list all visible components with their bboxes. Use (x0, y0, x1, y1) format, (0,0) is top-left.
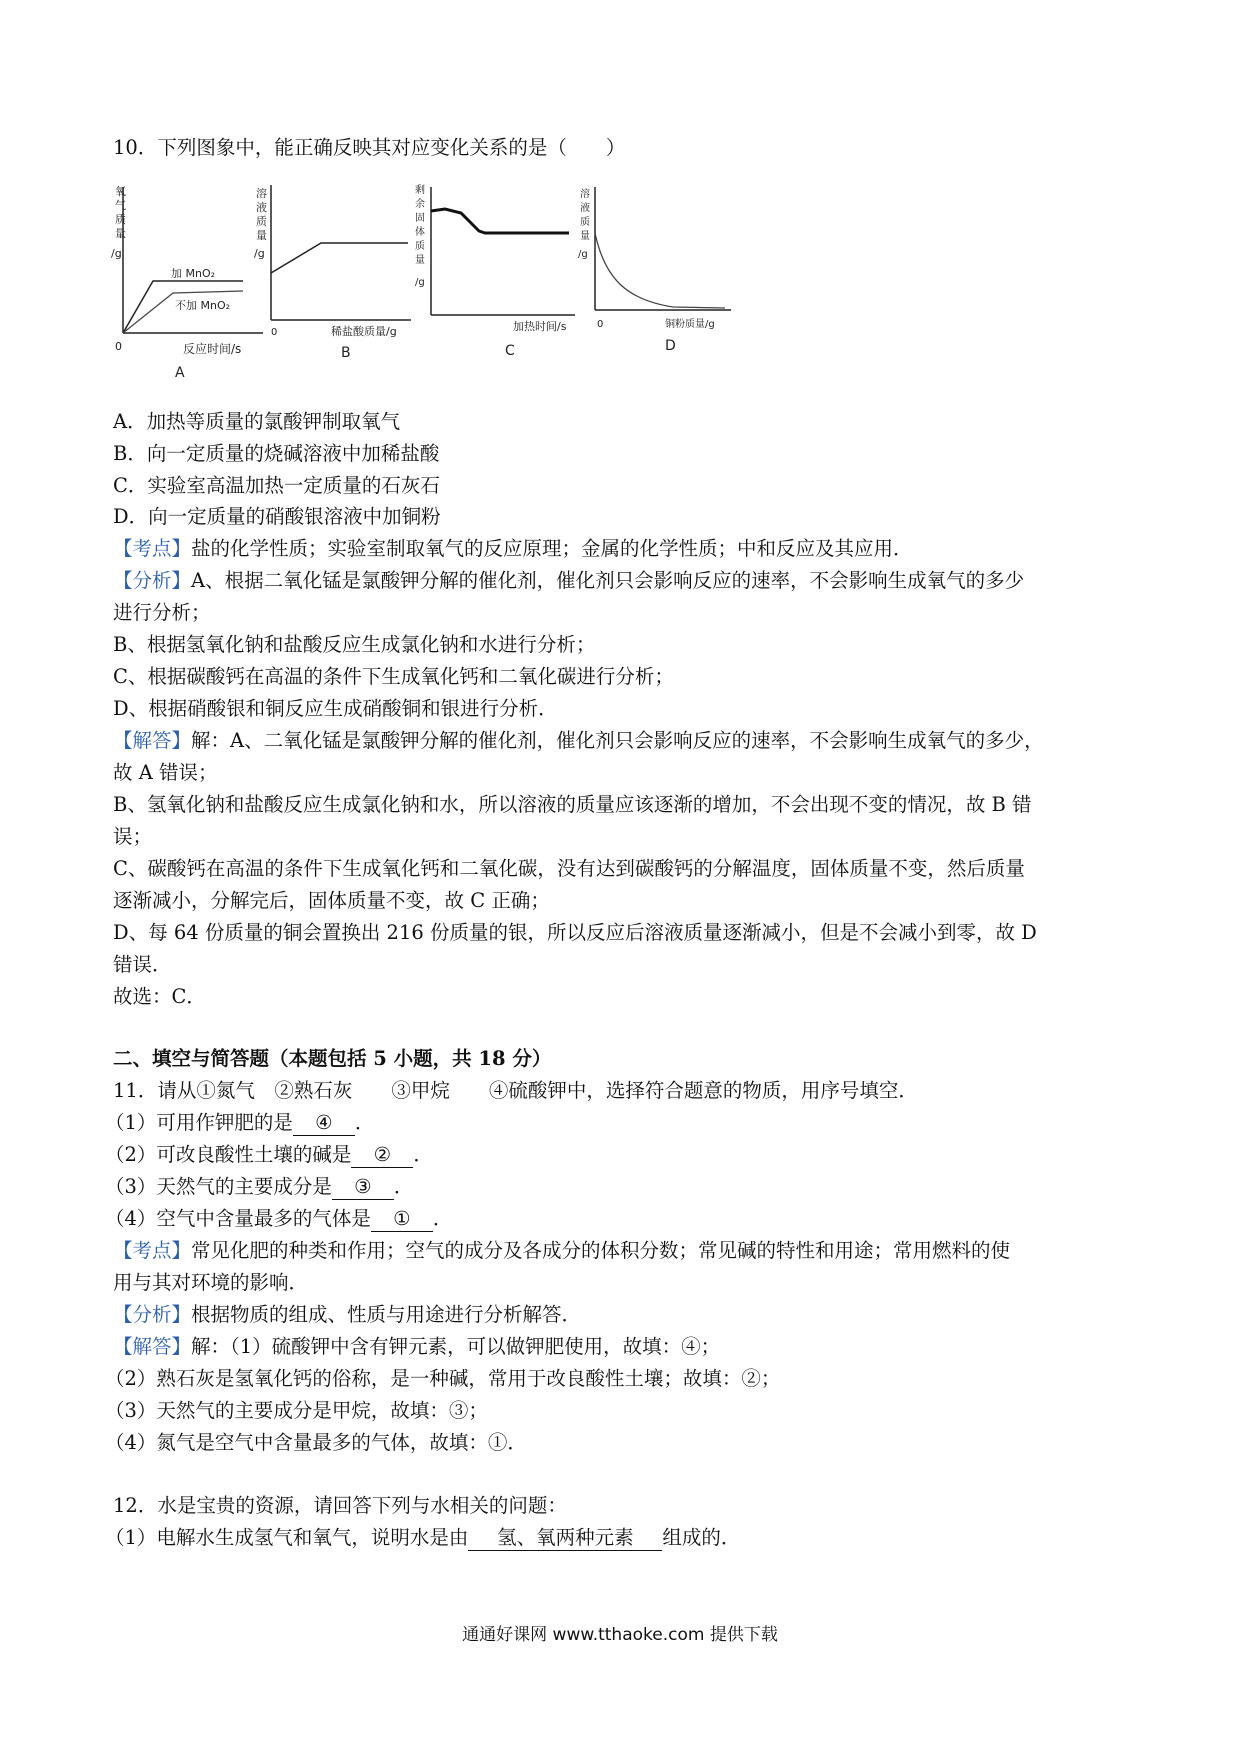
q11-kaodian-2: 用与其对环境的影响． (113, 1271, 309, 1294)
q10-fenxi-5: D、根据硝酸银和铜反应生成硝酸铜和银进行分析． (113, 697, 558, 720)
q10-fenxi-3: B、根据氢氧化钠和盐酸反应生成氯化钠和水进行分析； (113, 633, 596, 656)
graph-a (111, 184, 263, 381)
graph-b-ylabel-1: 溶 (256, 187, 267, 200)
q11-item-2-answer: ② (351, 1143, 413, 1168)
graph-c-xlabel: 加热时间/s (513, 320, 567, 333)
graph-d (578, 187, 731, 354)
graph-d-caption: D (665, 338, 676, 354)
graph-c-caption: C (505, 343, 515, 359)
graph-b-xlabel: 稀盐酸质量/g (331, 325, 397, 338)
q11-item-1-pre: （1）可用作钾肥的是 (105, 1111, 293, 1134)
graph-c-ylabel-5: 质 (415, 241, 425, 252)
graph-b-caption: B (341, 345, 351, 361)
q11-item-2-pre: （2）可改良酸性土壤的碱是 (105, 1143, 352, 1166)
graph-d-ylabel-1: 溶 (580, 189, 590, 200)
q11-item-3-answer: ③ (332, 1175, 394, 1200)
graph-b-ylabel-unit: /g (254, 247, 265, 260)
graph-d-ylabel-unit: /g (578, 249, 588, 260)
q10-jieda-3: B、氢氧化钠和盐酸反应生成氯化钠和水，所以溶液的质量应该逐渐的增加，不会出现不变的情况，故 B 错 (113, 793, 1032, 816)
graph-a-ylabel-2: 气 (115, 199, 126, 212)
q10-option-b: B．向一定质量的烧碱溶液中加稀盐酸 (113, 442, 440, 465)
page-footer: 通通好课网 www.tthaoke.com 提供下载 (462, 1625, 778, 1645)
fenxi-tag: 【分析】 (113, 569, 192, 592)
q11-item-3 (105, 1171, 413, 1203)
section2-title: 二、填空与简答题（本题包括 5 小题，共 18 分） (113, 1047, 552, 1070)
q11-item-2 (105, 1139, 433, 1171)
q10-jieda-2: 故 A 错误； (113, 761, 218, 784)
graph-a-ylabel-unit: /g (111, 247, 122, 260)
q10-option-d: D．向一定质量的硝酸银溶液中加铜粉 (113, 505, 441, 528)
q10-jieda-9: 故选：C． (113, 985, 206, 1008)
graph-a-xlabel: 反应时间/s (183, 342, 242, 356)
q12-stem: 12．水是宝贵的资源，请回答下列与水相关的问题： (113, 1494, 567, 1517)
jieda-text-1: 解：A、二氧化锰是氯酸钾分解的催化剂，催化剂只会影响反应的速率，不会影响生成氧气的多少， (191, 729, 1044, 752)
q11-item-3-pre: （3）天然气的主要成分是 (105, 1175, 332, 1198)
graph-a-curve1-label: 加 MnO₂ (171, 267, 216, 280)
q11-item-3-post: ． (393, 1175, 414, 1198)
graph-c-ylabel-3: 固 (415, 213, 425, 224)
q10-jieda-5: C、碳酸钙在高温的条件下生成氧化钙和二氧化碳，没有达到碳酸钙的分解温度，固体质量不变，然后质量 (113, 857, 1025, 880)
graphs-svg (113, 185, 833, 390)
q11-fenxi-text: 根据物质的组成、性质与用途进行分析解答． (191, 1303, 582, 1326)
q11-item-2-post: ． (413, 1143, 433, 1166)
q11-jieda-4: （4）氮气是空气中含量最多的气体，故填：①． (105, 1431, 527, 1454)
graph-a-curve-no-mno2 (123, 291, 243, 333)
graph-a-ylabel-4: 量 (115, 227, 126, 240)
graph-a-curve2-label: 不加 MnO₂ (175, 299, 231, 312)
graph-d-origin: 0 (597, 319, 604, 330)
q10-option-a: A．加热等质量的氯酸钾制取氧气 (113, 410, 401, 433)
fenxi-text-1: A、根据二氧化锰是氯酸钾分解的催化剂，催化剂只会影响反应的速率，不会影响生成氧气的多少 (191, 569, 1025, 592)
q11-item-1-answer: ④ (293, 1111, 355, 1136)
graph-a-caption: A (175, 365, 185, 381)
graph-d-xlabel: 铜粉质量/g (665, 319, 715, 330)
q10-fenxi-2: 进行分析； (113, 601, 211, 624)
graph-d-ylabel-3: 质 (580, 217, 590, 228)
q11-fenxi-tag: 【分析】 (113, 1303, 192, 1326)
q11-kaodian-1 (113, 1235, 1010, 1267)
graph-b-ylabel-4: 量 (256, 229, 267, 242)
q12-item-1-pre: （1）电解水生成氢气和氧气，说明水是由 (105, 1526, 469, 1549)
q11-item-4-pre: （4）空气中含量最多的气体是 (105, 1207, 371, 1230)
q11-item-4 (105, 1203, 452, 1235)
q11-item-1 (105, 1107, 374, 1139)
q10-jieda-1 (113, 725, 1044, 757)
graph-b-ylabel-3: 质 (256, 215, 267, 228)
graph-b-curve (271, 243, 408, 273)
q12-item-1 (105, 1522, 740, 1554)
graph-a-ylabel-3: 质 (115, 213, 126, 226)
q10-jieda-7: D、每 64 份质量的铜会置换出 216 份质量的银，所以反应后溶液质量逐渐减小，但是不会减小到零，故 D (113, 921, 1037, 944)
q11-item-4-answer: ① (371, 1207, 433, 1232)
q11-item-1-post: ． (354, 1111, 375, 1134)
q10-fenxi-1 (113, 565, 1024, 597)
graph-c-ylabel-4: 体 (415, 227, 425, 238)
graph-a-ylabel-1: 氧 (115, 185, 126, 198)
q11-jieda-text-1: 解：（1）硫酸钾中含有钾元素，可以做钾肥使用，故填：④； (191, 1335, 721, 1358)
q10-option-c: C．实验室高温加热一定质量的石灰石 (113, 474, 440, 497)
q11-jieda-tag: 【解答】 (113, 1335, 192, 1358)
q11-jieda-1 (113, 1331, 720, 1363)
q11-jieda-2: （2）熟石灰是氢氧化钙的俗称，是一种碱，常用于改良酸性土壤；故填：②； (105, 1367, 781, 1390)
q11-fenxi (113, 1299, 581, 1331)
q11-jieda-3: （3）天然气的主要成分是甲烷，故填：③； (105, 1399, 488, 1422)
graph-c (415, 183, 575, 359)
kaodian-tag: 【考点】 (113, 537, 192, 560)
kaodian-text: 盐的化学性质；实验室制取氧气的反应原理；金属的化学性质；中和反应及其应用． (191, 537, 913, 560)
graph-d-ylabel-4: 量 (580, 231, 590, 242)
graph-b-origin: 0 (271, 327, 278, 338)
graph-c-ylabel-unit: /g (415, 277, 425, 288)
graph-b (254, 185, 411, 361)
graph-a-origin: 0 (115, 340, 122, 353)
q10-stem: 10．下列图象中，能正确反映其对应变化关系的是（ ） (113, 136, 626, 159)
q12-item-1-post: 组成的． (662, 1526, 741, 1549)
q10-fenxi-4: C、根据碳酸钙在高温的条件下生成氧化钙和二氧化碳进行分析； (113, 665, 674, 688)
graph-c-ylabel-6: 量 (415, 255, 425, 266)
jieda-tag: 【解答】 (113, 729, 192, 752)
graph-b-ylabel-2: 液 (256, 201, 267, 214)
graph-c-ylabel-2: 余 (415, 199, 425, 210)
q10-jieda-4: 误； (113, 825, 153, 848)
q10-kaodian (113, 533, 913, 565)
q11-kaodian-text-1: 常见化肥的种类和作用；空气的成分及各成分的体积分数；常见碱的特性和用途；常用燃料的使 (191, 1239, 1011, 1262)
graph-d-curve (595, 233, 725, 308)
q10-jieda-6: 逐渐减小，分解完后，固体质量不变，故 C 正确； (113, 889, 550, 912)
graph-c-ylabel-1: 剩 (415, 185, 425, 196)
q11-item-4-post: ． (432, 1207, 453, 1230)
graph-c-curve (431, 209, 569, 233)
q10-graphs (113, 185, 833, 390)
q11-kaodian-tag: 【考点】 (113, 1239, 192, 1262)
q11-stem: 11．请从①氮气 ②熟石灰 ③甲烷 ④硫酸钾中，选择符合题意的物质，用序号填空． (113, 1079, 918, 1102)
q10-jieda-8: 错误． (113, 953, 172, 976)
graph-d-ylabel-2: 液 (580, 203, 590, 214)
q12-item-1-answer: 氢、氧两种元素 (468, 1526, 662, 1551)
